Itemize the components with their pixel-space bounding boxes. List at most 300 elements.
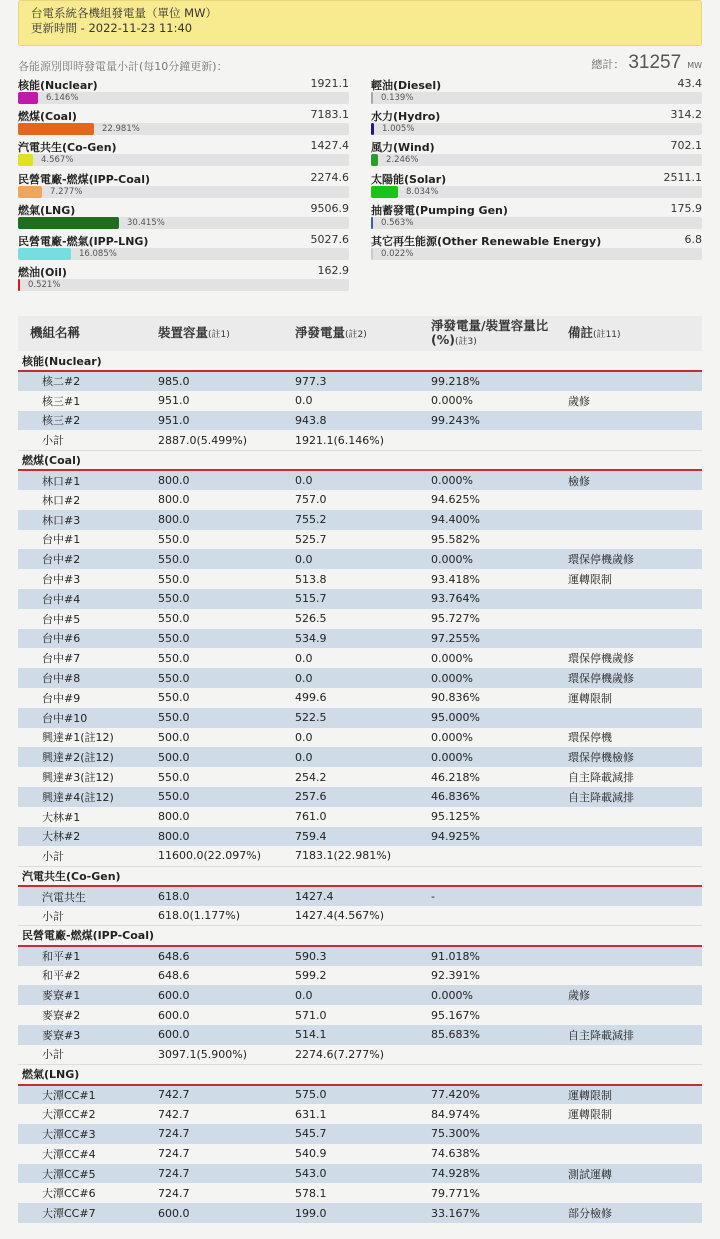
- cell-capacity: 724.7: [158, 1183, 295, 1203]
- source-percent: 0.022%: [381, 249, 414, 259]
- cell-capacity: 550.0: [158, 549, 295, 569]
- subtotal-capacity: 11600.0(22.097%): [158, 846, 295, 866]
- cell-ratio: 95.167%: [431, 1005, 568, 1025]
- cell-capacity: 618.0: [158, 886, 295, 906]
- cell-net-output: 0.0: [295, 747, 431, 767]
- cell-ratio: 46.218%: [431, 767, 568, 787]
- cell-unit-name: 核三#1: [18, 391, 158, 411]
- cell-net-output: 1427.4: [295, 886, 431, 906]
- source-value: 702.1: [670, 139, 702, 153]
- source-item: [18, 77, 349, 108]
- table-row: [18, 391, 702, 411]
- cell-capacity: 550.0: [158, 530, 295, 550]
- category-title: 燃氣(LNG): [18, 1065, 702, 1085]
- source-percent: 16.085%: [79, 249, 117, 259]
- source-value: 6.8: [684, 233, 702, 246]
- cell-remark: [568, 530, 702, 550]
- cell-remark: 運轉限制: [568, 1085, 702, 1105]
- subtotal-net-output: 1427.4(4.567%): [295, 906, 431, 926]
- table-row: [18, 728, 702, 748]
- cell-unit-name: 興達#4(註12): [18, 787, 158, 807]
- source-value: 9506.9: [310, 201, 349, 215]
- table-row: [18, 1164, 702, 1184]
- cell-capacity: 724.7: [158, 1124, 295, 1144]
- subtotal-ratio: [431, 906, 568, 926]
- cell-ratio: 0.000%: [431, 747, 568, 767]
- cell-capacity: 800.0: [158, 827, 295, 847]
- cell-net-output: 254.2: [295, 767, 431, 787]
- subtotal-ratio: [431, 430, 568, 450]
- cell-unit-name: 興達#1(註12): [18, 728, 158, 748]
- cell-unit-name: 興達#2(註12): [18, 747, 158, 767]
- source-name: 汽電共生(Co-Gen): [18, 141, 117, 155]
- cell-remark: 歲修: [568, 391, 702, 411]
- table-row: [18, 569, 702, 589]
- cell-capacity: 550.0: [158, 629, 295, 649]
- cell-net-output: 761.0: [295, 807, 431, 827]
- subtotal-ratio: [431, 1045, 568, 1065]
- cell-remark: [568, 807, 702, 827]
- source-bar-fill: [371, 248, 373, 260]
- table-row: [18, 1025, 702, 1045]
- cell-ratio: 74.638%: [431, 1144, 568, 1164]
- subtotal-ratio: [431, 846, 568, 866]
- source-bar-fill: [371, 154, 378, 166]
- cell-ratio: 0.000%: [431, 470, 568, 490]
- cell-net-output: 575.0: [295, 1085, 431, 1105]
- cell-ratio: 91.018%: [431, 946, 568, 966]
- page-title: 台電系統各機組發電量（單位 MW）: [31, 6, 217, 20]
- source-bar: [18, 154, 349, 166]
- source-name: 太陽能(Solar): [371, 172, 447, 186]
- cell-net-output: 0.0: [295, 668, 431, 688]
- cell-remark: [568, 490, 702, 510]
- cell-ratio: 0.000%: [431, 985, 568, 1005]
- cell-unit-name: 林口#3: [18, 510, 158, 530]
- source-item: [371, 139, 702, 170]
- source-bar-fill: [18, 217, 119, 229]
- cell-remark: [568, 589, 702, 609]
- cell-remark: [568, 946, 702, 966]
- cell-remark: [568, 1144, 702, 1164]
- cell-ratio: 95.582%: [431, 530, 568, 550]
- cell-remark: 測試運轉: [568, 1164, 702, 1184]
- cell-net-output: 757.0: [295, 490, 431, 510]
- source-bar-fill: [371, 217, 373, 229]
- source-bar: [371, 217, 702, 229]
- cell-ratio: 77.420%: [431, 1085, 568, 1105]
- cell-remark: 環保停機歲修: [568, 668, 702, 688]
- table-row: [18, 470, 702, 490]
- source-name: 其它再生能源(Other Renewable Energy): [371, 235, 602, 248]
- cell-remark: 自主降載減排: [568, 1025, 702, 1045]
- cell-ratio: 93.418%: [431, 569, 568, 589]
- cell-ratio: 79.771%: [431, 1183, 568, 1203]
- cell-net-output: 631.1: [295, 1104, 431, 1124]
- cell-remark: [568, 966, 702, 986]
- source-value: 1427.4: [310, 139, 349, 153]
- cell-ratio: 95.125%: [431, 807, 568, 827]
- cell-capacity: 600.0: [158, 985, 295, 1005]
- col-header-remark[interactable]: 備註(註11): [568, 316, 702, 351]
- cell-unit-name: 麥寮#2: [18, 1005, 158, 1025]
- source-bar-fill: [18, 123, 94, 135]
- cell-ratio: 95.000%: [431, 708, 568, 728]
- source-percent: 22.981%: [102, 124, 140, 135]
- subtotal-row: [18, 430, 702, 450]
- subtotal-capacity: 3097.1(5.900%): [158, 1045, 295, 1065]
- source-percent: 30.415%: [127, 217, 165, 228]
- cell-unit-name: 台中#7: [18, 648, 158, 668]
- source-item: [18, 171, 349, 202]
- cell-unit-name: 台中#2: [18, 549, 158, 569]
- source-name: 抽蓄發電(Pumping Gen): [371, 203, 508, 217]
- source-bar: [18, 92, 349, 104]
- table-row: [18, 1085, 702, 1105]
- cell-ratio: 0.000%: [431, 668, 568, 688]
- source-bar-fill: [371, 92, 373, 104]
- cell-capacity: 550.0: [158, 668, 295, 688]
- cell-net-output: 0.0: [295, 728, 431, 748]
- cell-net-output: 513.8: [295, 569, 431, 589]
- cell-unit-name: 林口#2: [18, 490, 158, 510]
- source-value: 314.2: [670, 108, 702, 122]
- cell-ratio: 74.928%: [431, 1164, 568, 1184]
- cell-capacity: 985.0: [158, 371, 295, 391]
- cell-capacity: 724.7: [158, 1144, 295, 1164]
- subtotal-capacity: 618.0(1.177%): [158, 906, 295, 926]
- source-item: [371, 233, 702, 264]
- cell-unit-name: 台中#4: [18, 589, 158, 609]
- source-bar: [18, 186, 349, 198]
- subtotal-unit-name: 小計: [18, 846, 158, 866]
- cell-remark: 運轉限制: [568, 569, 702, 589]
- table-row: [18, 966, 702, 986]
- cell-net-output: 590.3: [295, 946, 431, 966]
- source-percent: 0.521%: [28, 280, 61, 291]
- category-title: 燃煤(Coal): [18, 450, 702, 470]
- source-bar: [371, 92, 702, 104]
- cell-unit-name: 汽電共生: [18, 886, 158, 906]
- source-percent: 7.277%: [50, 186, 83, 197]
- subtotal-row: [18, 846, 702, 866]
- cell-capacity: 600.0: [158, 1005, 295, 1025]
- cell-ratio: 46.836%: [431, 787, 568, 807]
- category-row: [18, 866, 702, 886]
- cell-net-output: 755.2: [295, 510, 431, 530]
- cell-capacity: 800.0: [158, 510, 295, 530]
- cell-net-output: 543.0: [295, 1164, 431, 1184]
- cell-unit-name: 大潭CC#7: [18, 1203, 158, 1223]
- cell-remark: [568, 827, 702, 847]
- cell-unit-name: 台中#6: [18, 629, 158, 649]
- cell-ratio: 94.400%: [431, 510, 568, 530]
- source-bar: [371, 123, 702, 135]
- cell-net-output: 545.7: [295, 1124, 431, 1144]
- cell-ratio: 75.300%: [431, 1124, 568, 1144]
- source-percent: 8.034%: [406, 186, 439, 197]
- table-row: [18, 1144, 702, 1164]
- cell-ratio: 0.000%: [431, 728, 568, 748]
- cell-unit-name: 麥寮#3: [18, 1025, 158, 1045]
- cell-ratio: 94.925%: [431, 827, 568, 847]
- cell-ratio: 97.255%: [431, 629, 568, 649]
- update-time: 更新時間 - 2022-11-23 11:40: [31, 21, 193, 35]
- cell-remark: [568, 411, 702, 431]
- cell-capacity: 648.6: [158, 966, 295, 986]
- cell-unit-name: 大潭CC#1: [18, 1085, 158, 1105]
- cell-capacity: 600.0: [158, 1203, 295, 1223]
- table-row: [18, 787, 702, 807]
- cell-capacity: 500.0: [158, 747, 295, 767]
- table-row: [18, 629, 702, 649]
- source-value: 175.9: [670, 201, 702, 215]
- cell-capacity: 742.7: [158, 1104, 295, 1124]
- category-title: 民營電廠-燃煤(IPP-Coal): [18, 926, 702, 946]
- cell-unit-name: 核三#2: [18, 411, 158, 431]
- cell-net-output: 522.5: [295, 708, 431, 728]
- cell-remark: [568, 708, 702, 728]
- cell-capacity: 550.0: [158, 569, 295, 589]
- subtotal-unit-name: 小計: [18, 906, 158, 926]
- cell-capacity: 550.0: [158, 589, 295, 609]
- subtotal-row: [18, 906, 702, 926]
- subtotal-unit-name: 小計: [18, 430, 158, 450]
- cell-ratio: 99.218%: [431, 371, 568, 391]
- table-row: [18, 985, 702, 1005]
- cell-net-output: 0.0: [295, 985, 431, 1005]
- cell-capacity: 648.6: [158, 946, 295, 966]
- source-value: 2274.6: [310, 170, 349, 184]
- source-bar-fill: [18, 186, 42, 198]
- source-item: [371, 77, 702, 108]
- source-percent: 1.005%: [382, 124, 415, 135]
- table-row: [18, 668, 702, 688]
- cell-ratio: 0.000%: [431, 648, 568, 668]
- category-title: 核能(Nuclear): [18, 351, 702, 371]
- cell-unit-name: 台中#3: [18, 569, 158, 589]
- cell-remark: 檢修: [568, 470, 702, 490]
- cell-net-output: 499.6: [295, 688, 431, 708]
- source-bar: [18, 123, 349, 135]
- subtotal-remark: [568, 906, 702, 926]
- cell-unit-name: 林口#1: [18, 470, 158, 490]
- category-title: 汽電共生(Co-Gen): [18, 866, 702, 886]
- source-name: 輕油(Diesel): [371, 79, 442, 92]
- cell-ratio: 93.764%: [431, 589, 568, 609]
- source-name: 燃煤(Coal): [18, 110, 77, 124]
- table-row: [18, 648, 702, 668]
- cell-capacity: 550.0: [158, 609, 295, 629]
- cell-unit-name: 大潭CC#6: [18, 1183, 158, 1203]
- cell-capacity: 500.0: [158, 728, 295, 748]
- category-row: [18, 450, 702, 470]
- source-item: [18, 264, 349, 295]
- cell-unit-name: 興達#3(註12): [18, 767, 158, 787]
- cell-ratio: 95.727%: [431, 609, 568, 629]
- cell-net-output: 257.6: [295, 787, 431, 807]
- source-value: 43.4: [677, 77, 702, 90]
- cell-ratio: 90.836%: [431, 688, 568, 708]
- source-name: 燃油(Oil): [18, 266, 67, 280]
- cell-remark: [568, 629, 702, 649]
- subtotal-remark: [568, 430, 702, 450]
- source-bar: [371, 186, 702, 198]
- cell-remark: [568, 510, 702, 530]
- total-output: [591, 52, 702, 74]
- source-bar: [18, 248, 349, 260]
- table-row: [18, 1183, 702, 1203]
- source-value: 5027.6: [310, 233, 349, 246]
- col-header-ratio[interactable]: 淨發電量/裝置容量比(%)(註3): [431, 316, 568, 351]
- cell-unit-name: 大潭CC#4: [18, 1144, 158, 1164]
- cell-ratio: 94.625%: [431, 490, 568, 510]
- cell-net-output: 977.3: [295, 371, 431, 391]
- source-item: [18, 233, 349, 264]
- table-row: [18, 807, 702, 827]
- table-header-row: [18, 316, 702, 351]
- cell-unit-name: 大林#1: [18, 807, 158, 827]
- cell-unit-name: 台中#9: [18, 688, 158, 708]
- cell-ratio: 84.974%: [431, 1104, 568, 1124]
- col-header-capacity[interactable]: 裝置容量(註1): [158, 316, 295, 351]
- cell-remark: [568, 1005, 702, 1025]
- cell-net-output: 0.0: [295, 648, 431, 668]
- cell-unit-name: 核二#2: [18, 371, 158, 391]
- generator-table: [18, 316, 702, 1223]
- source-percent: 4.567%: [41, 155, 74, 166]
- subtotal-net-output: 1921.1(6.146%): [295, 430, 431, 450]
- cell-remark: [568, 886, 702, 906]
- cell-unit-name: 麥寮#1: [18, 985, 158, 1005]
- cell-remark: 環保停機檢修: [568, 747, 702, 767]
- subtotal-row: [18, 1045, 702, 1065]
- cell-capacity: 550.0: [158, 688, 295, 708]
- cell-ratio: 85.683%: [431, 1025, 568, 1045]
- cell-unit-name: 大潭CC#3: [18, 1124, 158, 1144]
- cell-capacity: 800.0: [158, 807, 295, 827]
- source-value: 162.9: [317, 264, 349, 278]
- source-name: 燃氣(LNG): [18, 203, 76, 217]
- source-item: [371, 202, 702, 233]
- cell-capacity: 951.0: [158, 391, 295, 411]
- cell-ratio: -: [431, 886, 568, 906]
- cell-net-output: 759.4: [295, 827, 431, 847]
- source-name: 民營電廠-燃氣(IPP-LNG): [18, 235, 149, 248]
- table-row: [18, 946, 702, 966]
- cell-net-output: 514.1: [295, 1025, 431, 1045]
- cell-capacity: 550.0: [158, 767, 295, 787]
- cell-remark: [568, 1124, 702, 1144]
- table-row: [18, 708, 702, 728]
- cell-capacity: 550.0: [158, 648, 295, 668]
- cell-capacity: 550.0: [158, 787, 295, 807]
- cell-net-output: 599.2: [295, 966, 431, 986]
- table-row: [18, 609, 702, 629]
- subtotal-remark: [568, 846, 702, 866]
- cell-remark: [568, 609, 702, 629]
- cell-capacity: 550.0: [158, 708, 295, 728]
- category-row: [18, 926, 702, 946]
- cell-net-output: 199.0: [295, 1203, 431, 1223]
- table-row: [18, 589, 702, 609]
- cell-net-output: 0.0: [295, 470, 431, 490]
- source-item: [371, 171, 702, 202]
- source-bar: [371, 248, 702, 260]
- col-header-name[interactable]: 機組名稱: [18, 316, 158, 351]
- cell-remark: 自主降載減排: [568, 767, 702, 787]
- subtotal-remark: [568, 1045, 702, 1065]
- header-banner: [18, 0, 702, 46]
- cell-net-output: 534.9: [295, 629, 431, 649]
- source-bar: [18, 279, 349, 291]
- total-label: 總計：: [591, 58, 625, 71]
- cell-remark: 環保停機歲修: [568, 648, 702, 668]
- subtotal-net-output: 2274.6(7.277%): [295, 1045, 431, 1065]
- source-percent: 6.146%: [46, 93, 79, 103]
- cell-unit-name: 台中#10: [18, 708, 158, 728]
- source-value: 1921.1: [310, 77, 349, 90]
- source-bar-fill: [18, 92, 38, 104]
- cell-unit-name: 大林#2: [18, 827, 158, 847]
- table-row: [18, 510, 702, 530]
- cell-unit-name: 台中#8: [18, 668, 158, 688]
- cell-net-output: 526.5: [295, 609, 431, 629]
- table-row: [18, 1104, 702, 1124]
- source-bar-fill: [18, 154, 33, 166]
- cell-net-output: 525.7: [295, 530, 431, 550]
- table-row: [18, 688, 702, 708]
- source-bar: [18, 217, 349, 229]
- source-bar-fill: [371, 186, 398, 198]
- cell-net-output: 0.0: [295, 391, 431, 411]
- subtotal-net-output: 7183.1(22.981%): [295, 846, 431, 866]
- cell-capacity: 724.7: [158, 1164, 295, 1184]
- table-row: [18, 1124, 702, 1144]
- source-percent: 0.563%: [381, 217, 414, 228]
- cell-remark: 歲修: [568, 985, 702, 1005]
- cell-remark: 運轉限制: [568, 1104, 702, 1124]
- cell-unit-name: 台中#1: [18, 530, 158, 550]
- cell-remark: 運轉限制: [568, 688, 702, 708]
- summary-caption: 各能源別即時發電量小計(每10分鐘更新)：: [18, 60, 228, 73]
- source-value: 7183.1: [310, 108, 349, 122]
- cell-unit-name: 大潭CC#2: [18, 1104, 158, 1124]
- cell-net-output: 0.0: [295, 549, 431, 569]
- cell-unit-name: 和平#1: [18, 946, 158, 966]
- table-row: [18, 747, 702, 767]
- cell-ratio: 33.167%: [431, 1203, 568, 1223]
- subtotal-capacity: 2887.0(5.499%): [158, 430, 295, 450]
- table-row: [18, 767, 702, 787]
- cell-remark: 環保停機歲修: [568, 549, 702, 569]
- table-row: [18, 371, 702, 391]
- col-header-net-output[interactable]: 淨發電量(註2): [295, 316, 431, 351]
- cell-net-output: 515.7: [295, 589, 431, 609]
- cell-capacity: 951.0: [158, 411, 295, 431]
- source-bar-fill: [18, 279, 20, 291]
- source-name: 水力(Hydro): [371, 110, 441, 124]
- source-name: 風力(Wind): [371, 141, 435, 155]
- cell-net-output: 578.1: [295, 1183, 431, 1203]
- cell-capacity: 800.0: [158, 470, 295, 490]
- cell-ratio: 92.391%: [431, 966, 568, 986]
- source-value: 2511.1: [663, 170, 702, 184]
- cell-net-output: 571.0: [295, 1005, 431, 1025]
- source-name: 核能(Nuclear): [18, 79, 98, 92]
- cell-unit-name: 台中#5: [18, 609, 158, 629]
- cell-ratio: 0.000%: [431, 391, 568, 411]
